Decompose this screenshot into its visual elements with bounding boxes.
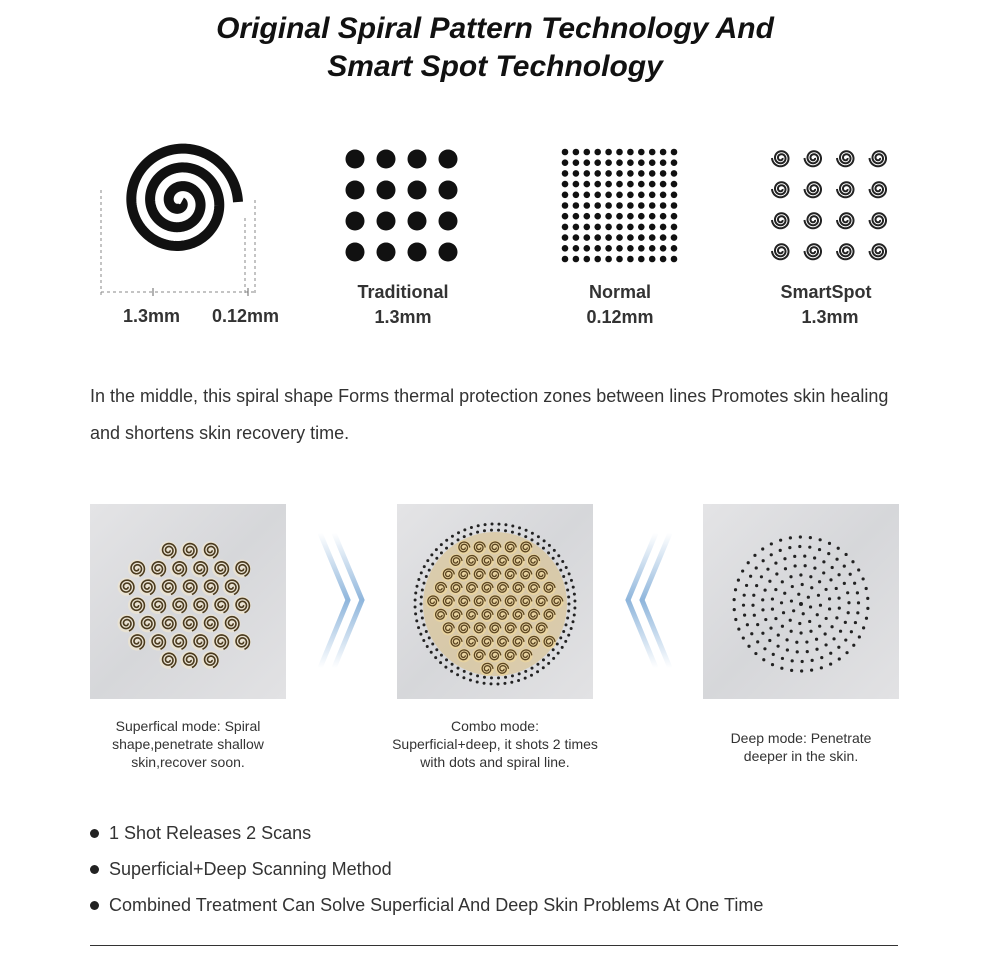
pattern-smartspot-name: SmartSpot xyxy=(780,282,872,302)
spiral-line-size: 0.12mm xyxy=(212,306,280,326)
chevron-left-icon xyxy=(618,528,678,673)
big-spiral-icon xyxy=(131,149,238,246)
caption-line: Superficial+deep, it shots 2 times xyxy=(392,736,598,752)
list-item-text: 1 Shot Releases 2 Scans xyxy=(109,822,312,843)
chevron-right-icon xyxy=(312,528,372,673)
list-item-text: Combined Treatment Can Solve Superficial And Deep Skin Problems At One Time xyxy=(109,894,764,915)
combo-mode-caption xyxy=(370,717,620,771)
spiral-grid-icon xyxy=(768,145,893,265)
page-title xyxy=(0,10,990,86)
description-text: In the middle, this spiral shape Forms thermal protection zones between lines Promotes skin healing and shortens skin recovery time. xyxy=(90,386,889,443)
spiral-outer-size: 1.3mm xyxy=(123,306,181,326)
pattern-smartspot-size: 1.3mm xyxy=(801,307,859,327)
caption-line: Superfical mode: Spiral xyxy=(115,718,261,734)
superficial-mode-image xyxy=(90,504,286,699)
caption-line: skin,recover soon. xyxy=(131,754,245,770)
caption-line: shape,penetrate shallow xyxy=(112,736,264,752)
pattern-traditional-size: 1.3mm xyxy=(374,307,432,327)
superficial-mode-caption xyxy=(88,717,288,771)
small-dot-grid-icon xyxy=(560,147,680,265)
list-item xyxy=(90,887,763,923)
spiral-diagram xyxy=(95,140,265,305)
large-dot-grid-icon xyxy=(340,145,465,270)
pattern-normal-size: 0.12mm xyxy=(586,307,654,327)
pattern-traditional-name: Traditional xyxy=(357,282,449,302)
bullet-dot-icon xyxy=(90,901,99,910)
combo-mode-image xyxy=(397,504,593,699)
divider xyxy=(90,945,898,946)
list-item-text: Superficial+Deep Scanning Method xyxy=(109,858,392,879)
feature-list xyxy=(90,815,763,923)
caption-line: Combo mode: xyxy=(451,718,539,734)
bullet-dot-icon xyxy=(90,829,99,838)
caption-line: Deep mode: Penetrate xyxy=(730,730,872,746)
caption-line: deeper in the skin. xyxy=(743,748,859,764)
list-item xyxy=(90,851,763,887)
deep-mode-image xyxy=(703,504,899,699)
pattern-normal-name: Normal xyxy=(588,282,651,302)
list-item xyxy=(90,815,763,851)
title-line-1: Original Spiral Pattern Technology And xyxy=(216,12,774,45)
caption-line: with dots and spiral line. xyxy=(420,754,570,770)
deep-mode-caption xyxy=(701,729,901,765)
bullet-dot-icon xyxy=(90,865,99,874)
title-line-2: Smart Spot Technology xyxy=(327,50,663,83)
